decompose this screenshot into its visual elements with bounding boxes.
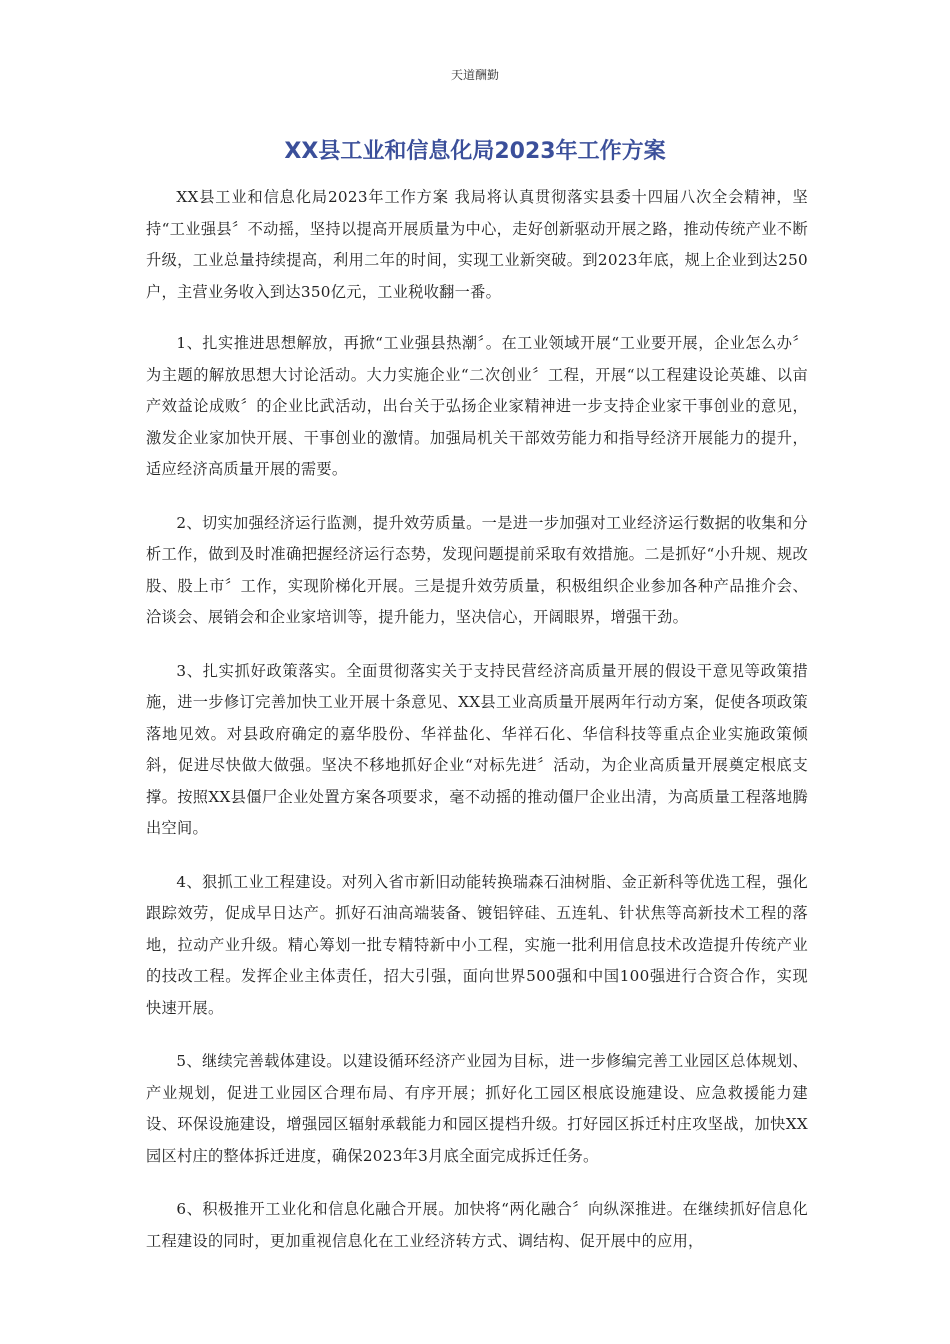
paragraph-item-3: 3、扎实抓好政策落实。全面贯彻落实关于支持民营经济高质量开展的假设干意见等政策措施，进一步修订完善加快工业开展十条意见、XX县工业高质量开展两年行动方案，促使各项政策落地见效。对县政府确定的嘉华股份、华祥盐化、华祥石化、华信科技等重点企业实施政策倾斜，促进尽快做大做强。坚决不移地抓好企业“对标先进〞活动，为企业高质量开展奠定根底支撑。按照XX县僵尸企业处置方案各项要求，毫不动摇的推动僵尸企业出清，为高质量工程落地腾出空间。 [146, 661, 808, 837]
document-body [146, 182, 808, 1279]
paragraph-item-2: 2、切实加强经济运行监测，提升效劳质量。一是进一步加强对工业经济运行数据的收集和分析工作，做到及时准确把握经济运行态势，发现问题提前采取有效措施。二是抓好“小升规、规改股、股上市〞工作，实现阶梯化开展。三是提升效劳质量，积极组织企业参加各种产品推介会、洽谈会、展销会和企业家培训等，提升能力，坚决信心，开阔眼界，增强干劲。 [146, 513, 808, 626]
paragraph-item-1: 1、扎实推进思想解放，再掀“工业强县热潮〞。在工业领域开展“工业要开展，企业怎么办〞为主题的解放思想大讨论活动。大力实施企业“二次创业〞工程，开展“以工程建设论英雄、以亩产效益论成败〞的企业比武活动，出台关于弘扬企业家精神进一步支持企业家干事创业的意见，激发企业家加快开展、干事创业的激情。加强局机关干部效劳能力和指导经济开展能力的提升，适应经济高质量开展的需要。 [146, 334, 808, 478]
page-header-motto: 天道酬勤 [450, 68, 499, 82]
paragraph-item-4: 4、狠抓工业工程建设。对列入省市新旧动能转换瑞森石油树脂、金正新科等优选工程，强化跟踪效劳，促成早日达产。抓好石油高端装备、镀铝锌硅、五连轧、针状焦等高新技术工程的落地，拉动产业升级。精心筹划一批专精特新中小工程，实施一批利用信息技术改造提升传统产业的技改工程。发挥企业主体责任，招大引强，面向世界500强和中国100强进行合资合作，实现快速开展。 [146, 872, 808, 1017]
paragraph-intro: XX县工业和信息化局2023年工作方案 我局将认真贯彻落实县委十四届八次全会精神，坚持“工业强县〞不动摇，坚持以提高开展质量为中心，走好创新驱动开展之路，推动传统产业不断升级，工业总量持续提高，利用二年的时间，实现工业新突破。到2023年底，规上企业到达250户，主营业务收入到达350亿元，工业税收翻一番。 [146, 188, 808, 301]
paragraph-item-6: 6、积极推开工业化和信息化融合开展。加快将“两化融合〞向纵深推进。在继续抓好信息化工程建设的同时，更加重视信息化在工业经济转方式、调结构、促开展中的应用， [146, 1200, 808, 1250]
paragraph-item-5: 5、继续完善载体建设。以建设循环经济产业园为目标，进一步修编完善工业园区总体规划、产业规划，促进工业园区合理布局、有序开展；抓好化工园区根底设施建设、应急救援能力建设、环保设施建设，增强园区辐射承载能力和园区提档升级。打好园区拆迁村庄攻坚战，加快XX园区村庄的整体拆迁进度，确保2023年3月底全面完成拆迁任务。 [146, 1052, 808, 1165]
document-title: XX县工业和信息化局2023年工作方案 [284, 139, 666, 164]
